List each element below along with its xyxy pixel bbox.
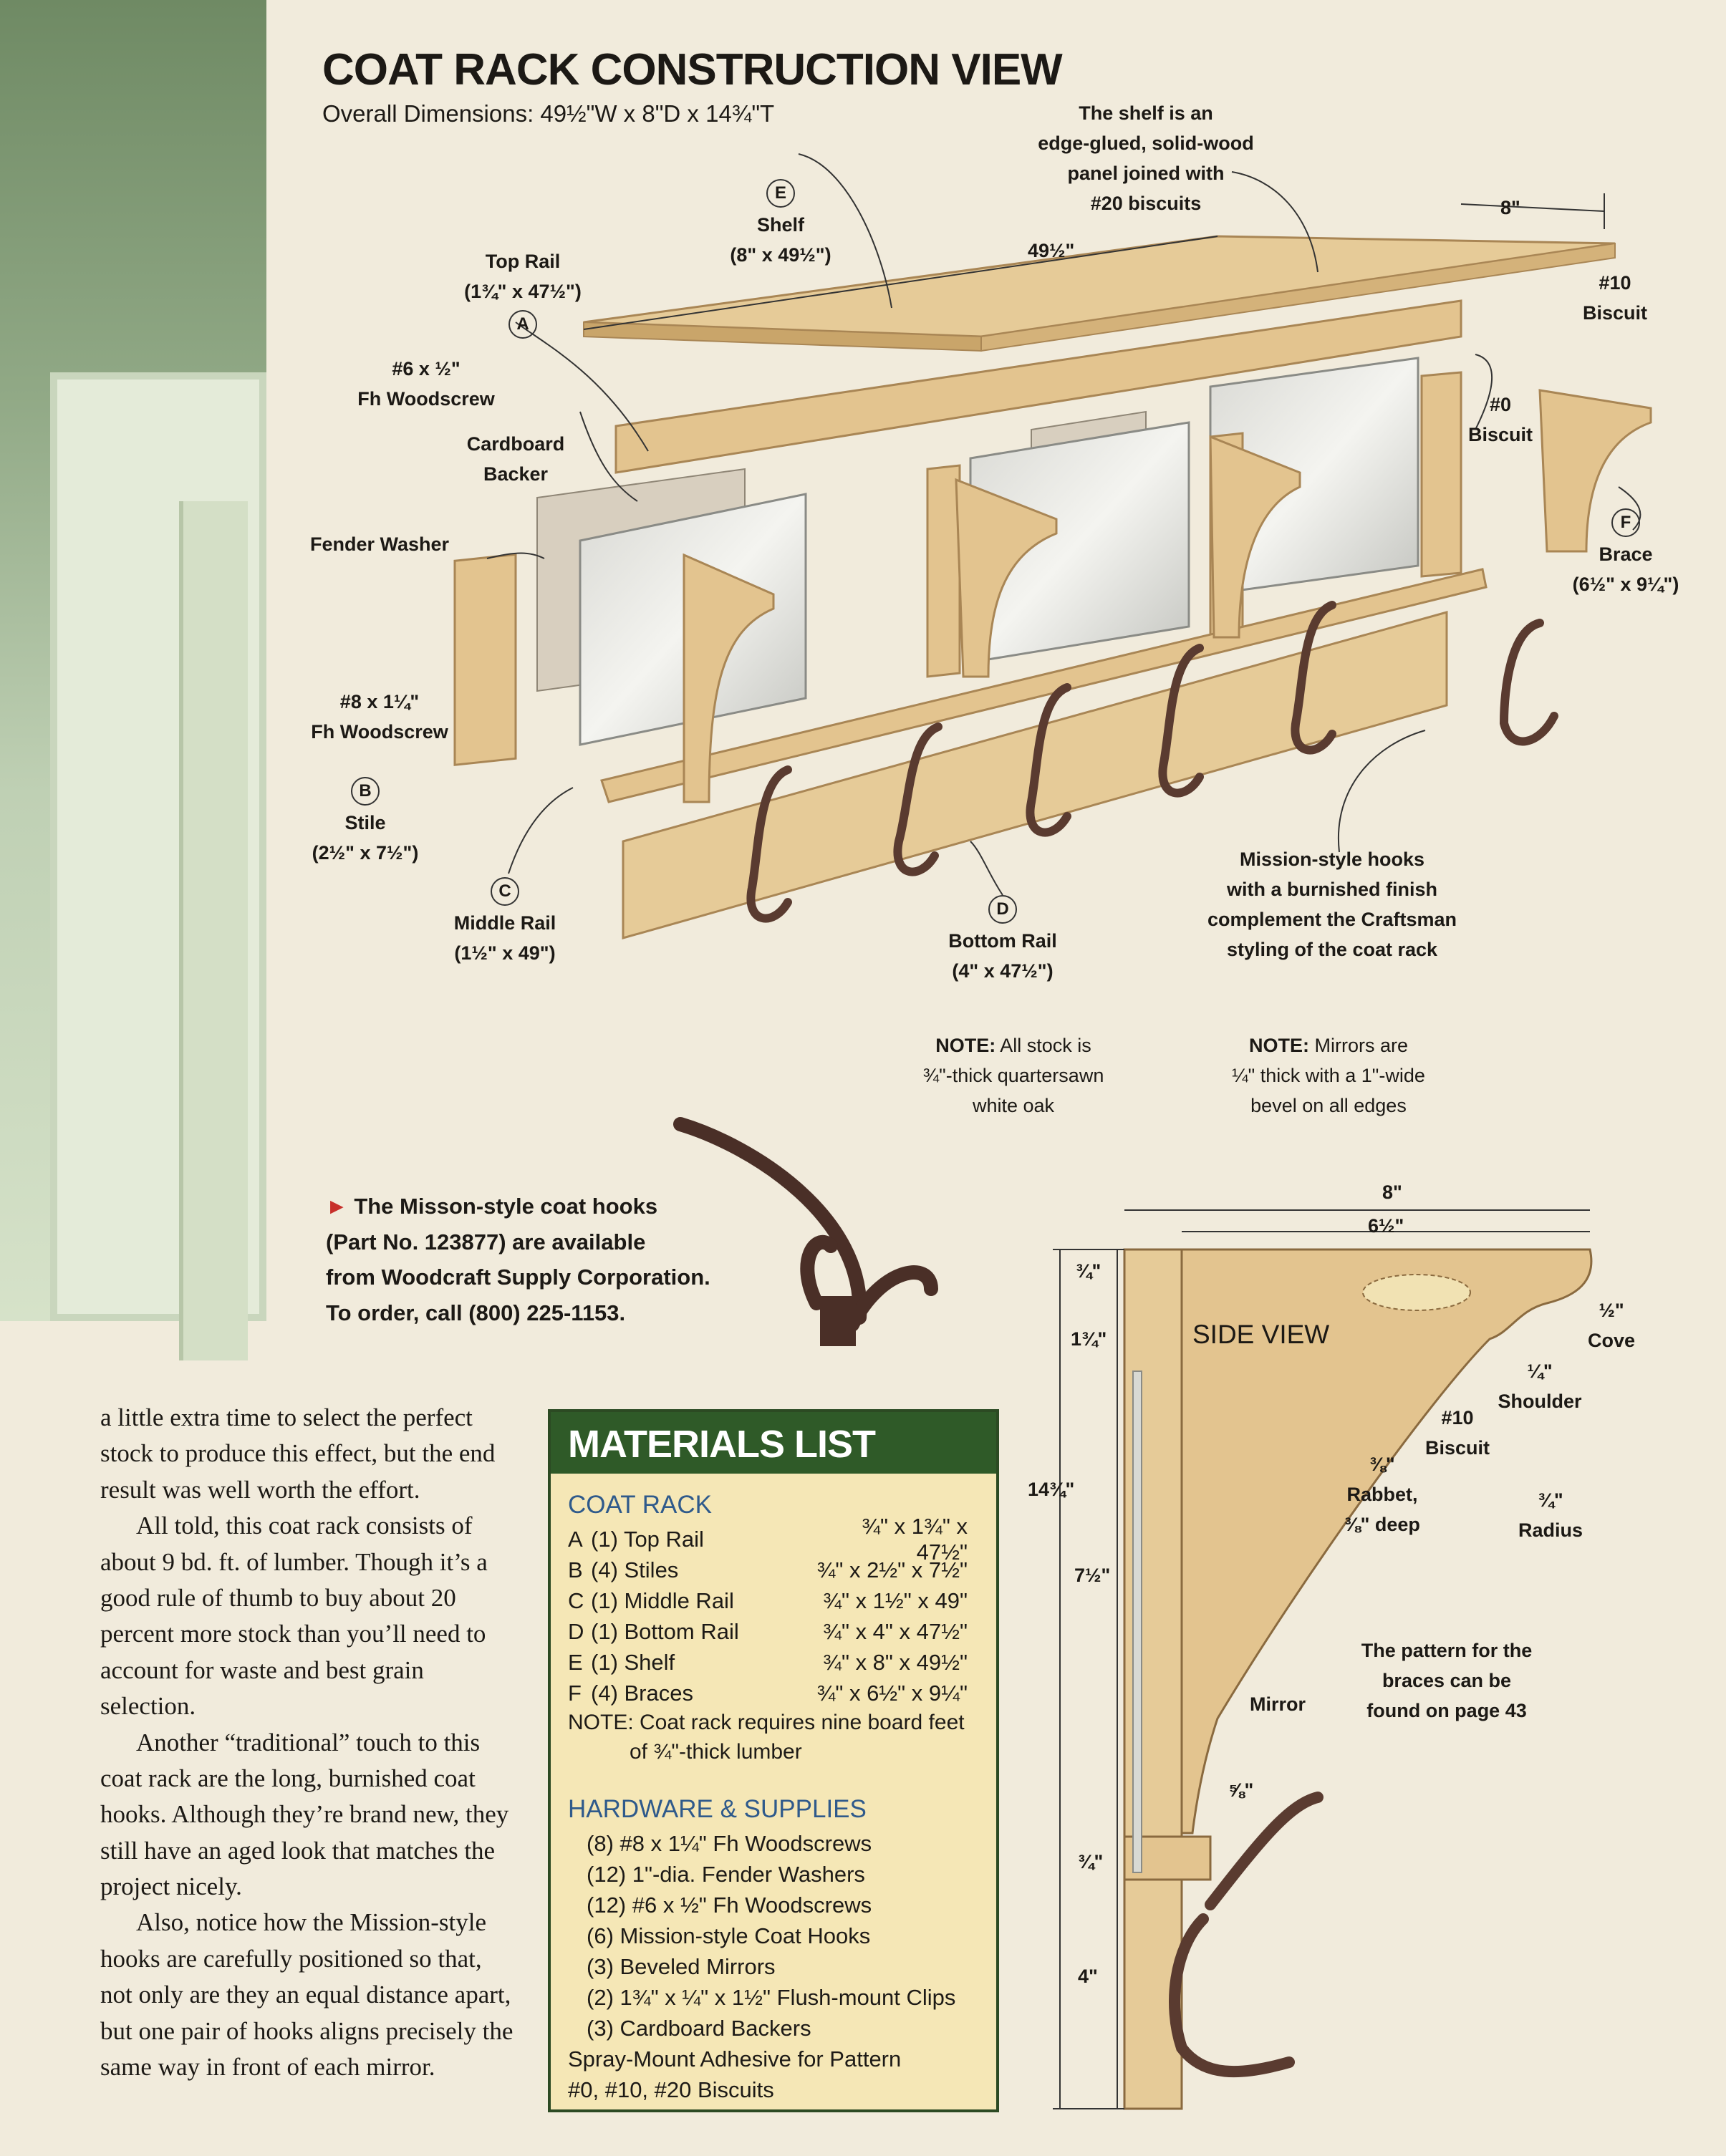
sv-dim-34a: ¾" [1076, 1260, 1101, 1282]
label-top-rail: Top Rail (1¾" x 47½") A [444, 247, 602, 339]
material-row: D (1) Bottom Rail ¾" x 4" x 47½" [568, 1618, 968, 1644]
hardware-item: (12) 1"-dia. Fender Washers [587, 1862, 865, 1887]
sv-dim-58: ⅝" [1228, 1779, 1254, 1801]
label-screw-8: #8 x 1¼" Fh Woodscrew [311, 691, 448, 743]
materials-note: NOTE: Coat rack requires nine board feet [568, 1711, 965, 1734]
sv-mirror: Mirror [1250, 1693, 1306, 1715]
label-biscuit-0: #0 Biscuit [1467, 394, 1533, 445]
materials-list-box [548, 1409, 999, 2112]
paragraph: All told, this coat rack consists of about 9 bd. ft. of lumber. Though it’s a good rule of thumb to buy about 20 percent more stock than you’ll need to account for waste and best grain selection. [100, 1512, 488, 1721]
paragraph: a little extra time to select the perfect stock to produce this effect, but the end result was well worth the effort. [100, 1403, 496, 1504]
sv-dim-6half: 6½" [1368, 1215, 1404, 1237]
dim-depth: 8" [1500, 197, 1520, 218]
page-title: COAT RACK CONSTRUCTION VIEW [322, 45, 1062, 95]
sv-radius: ¾" Radius [1518, 1489, 1583, 1541]
sv-dim-4: 4" [1078, 1966, 1098, 1987]
article-body [100, 1400, 516, 2085]
label-brace: F Brace (6½" x 9¼") [1558, 508, 1694, 600]
hardware-item: (12) #6 x ½" Fh Woodscrews [587, 1892, 872, 1918]
dim-length: 49½" [1028, 240, 1075, 261]
label-biscuit-10: #10 Biscuit [1582, 272, 1648, 324]
sv-shoulder: ¼" Shoulder [1498, 1360, 1582, 1412]
hardware-item: Spray-Mount Adhesive for Pattern [568, 2046, 902, 2072]
hardware-heading: HARDWARE & SUPPLIES [568, 1795, 867, 1823]
material-row: B (4) Stiles ¾" x 2½" x 7½" [568, 1557, 968, 1582]
note-stock: NOTE: All stock is ¾"-thick quartersawn white oak [922, 1035, 1104, 1116]
sv-cove: ½" Cove [1587, 1300, 1636, 1351]
material-row: F (4) Braces ¾" x 6½" x 9¼" [568, 1680, 968, 1706]
overall-dimensions: Overall Dimensions: 49½"W x 8"D x 14¾"T [322, 100, 775, 127]
coat-rack-heading: COAT RACK [568, 1491, 712, 1519]
side-view-title: SIDE VIEW [1192, 1320, 1330, 1349]
materials-note-2: of ¾"-thick lumber [630, 1739, 802, 1764]
label-bottom-rail: D Bottom Rail (4" x 47½") [931, 895, 1074, 987]
hardware-item: (2) 1¾" x ¼" x 1½" Flush-mount Clips [587, 1985, 956, 2010]
sv-biscuit: #10 Biscuit [1424, 1407, 1490, 1459]
label-shelf: E Shelf (8" x 49½") [709, 179, 852, 271]
note-mirrors: NOTE: Mirrors are ¼" thick with a 1"-wide bevel on all edges [1232, 1035, 1425, 1116]
sv-dim-34b: ¾" [1078, 1851, 1104, 1872]
stile-part [455, 554, 516, 765]
label-stile: B Stile (2½" x 7½") [301, 777, 430, 869]
label-middle-rail: C Middle Rail (1½" x 49") [433, 877, 577, 969]
label-shelf-note: The shelf is an edge-glued, solid-wood panel joined with #20 biscuits [1038, 102, 1254, 214]
hardware-item: (3) Cardboard Backers [587, 2016, 811, 2041]
label-fender-washer: Fender Washer [309, 533, 450, 555]
paragraph: Another “traditional” touch to this coat rack are the long, burnished coat hooks. Although they’re brand new, they still have an aged look that matches the project nicely. [100, 1728, 509, 1901]
material-row: E (1) Shelf ¾" x 8" x 49½" [568, 1649, 968, 1675]
hooks-callout: ► The Misson-style coat hooks (Part No. 123877) are available from Woodcraft Supply Corporation. To order, call (800) 225-1153. [326, 1194, 710, 1325]
sv-dim-1434: 14¾" [1028, 1479, 1075, 1500]
label-screw-6: #6 x ½" Fh Woodscrew [357, 358, 495, 410]
material-row: A (1) Top Rail ¾" x 1¾" x 47½" [568, 1513, 968, 1565]
material-row: C (1) Middle Rail ¾" x 1½" x 49" [568, 1587, 968, 1613]
hardware-item: (8) #8 x 1¼" Fh Woodscrews [587, 1831, 872, 1856]
callout-arrow-icon: ► [326, 1194, 348, 1219]
label-hooks-note: Mission-style hooks with a burnished finish complement the Craftsman styling of the coat rack [1207, 849, 1457, 960]
hardware-item: (3) Beveled Mirrors [587, 1954, 776, 1979]
sv-dim-712: 7½" [1074, 1565, 1111, 1586]
sv-pattern-note: The pattern for the braces can be found on page 43 [1361, 1640, 1533, 1721]
label-cardboard-backer: Cardboard Backer [466, 433, 565, 485]
materials-list-title: MATERIALS LIST [551, 1412, 996, 1474]
sv-rabbet: ⅜" Rabbet, ⅜" deep [1344, 1454, 1420, 1535]
sv-dim-8: 8" [1382, 1181, 1402, 1203]
sv-dim-134: 1¾" [1071, 1328, 1107, 1350]
hardware-item: #0, #10, #20 Biscuits [568, 2077, 774, 2102]
paragraph: Also, notice how the Mission-style hooks are carefully positioned so that, not only are they an equal distance apart, but one pair of hooks aligns precisely the same way in front of each mirror. [100, 1908, 514, 2082]
hardware-item: (6) Mission-style Coat Hooks [587, 1923, 871, 1948]
